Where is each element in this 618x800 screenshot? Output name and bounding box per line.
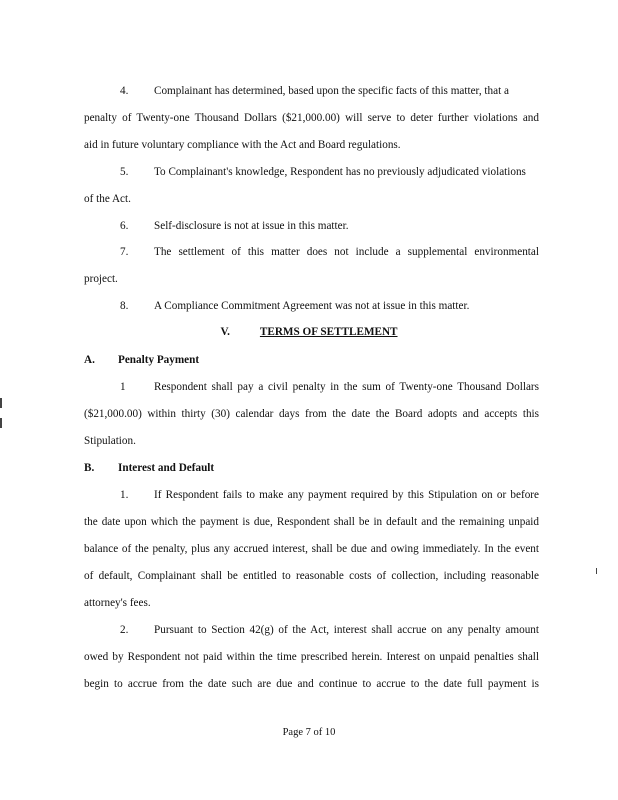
subheading-penalty-payment: A. Penalty Payment xyxy=(84,354,200,366)
paragraph-7-line-2: project. xyxy=(84,273,118,285)
section-heading: V. TERMS OF SETTLEMENT xyxy=(220,326,398,338)
paragraph-5-line-1: 5. To Complainant's knowledge, Respondent has no previously adjudicated violations xyxy=(120,166,526,178)
penalty-paragraph-line-1: 1 Respondent shall pay a civil penalty in the sum of Twenty-one Thousand Dollars xyxy=(120,381,539,393)
interest-paragraph-line-3: begin to accrue from the date such are due and continue to accrue to the date full payment is xyxy=(84,678,539,690)
paragraph-8: 8. A Compliance Commitment Agreement was not at issue in this matter. xyxy=(120,300,470,312)
interest-paragraph-line-1: 2. Pursuant to Section 42(g) of the Act, interest shall accrue on any penalty amount xyxy=(120,624,539,636)
paragraph-4-line-1: 4. Complainant has determined, based upon the specific facts of this matter, that a xyxy=(120,85,509,97)
paragraph-4-line-2: penalty of Twenty-one Thousand Dollars ($21,000.00) will serve to deter further violations and xyxy=(84,112,539,124)
paragraph-5-line-2: of the Act. xyxy=(84,193,131,205)
penalty-paragraph-line-2: ($21,000.00) within thirty (30) calendar days from the date the Board adopts and accepts this xyxy=(84,408,539,420)
penalty-paragraph-line-3: Stipulation. xyxy=(84,435,136,447)
default-paragraph-line-2: the date upon which the payment is due, Respondent shall be in default and the remaining unpaid xyxy=(84,516,539,528)
scan-artifact-mark xyxy=(596,568,597,574)
paragraph-6: 6. Self-disclosure is not at issue in this matter. xyxy=(120,220,349,232)
scan-artifact-mark xyxy=(0,418,2,428)
default-paragraph-line-4: of default, Complainant shall be entitled to reasonable costs of collection, including reasonable xyxy=(84,570,539,582)
default-paragraph-line-5: attorney's fees. xyxy=(84,597,151,609)
scan-artifact-mark xyxy=(0,398,2,408)
default-paragraph-line-1: 1. If Respondent fails to make any payment required by this Stipulation on or before xyxy=(120,489,539,501)
subheading-interest-default: B. Interest and Default xyxy=(84,462,215,474)
paragraph-4-line-3: aid in future voluntary compliance with the Act and Board regulations. xyxy=(84,139,401,151)
default-paragraph-line-3: balance of the penalty, plus any accrued interest, shall be due and owing immediately. In the event xyxy=(84,543,539,555)
interest-paragraph-line-2: owed by Respondent not paid within the time prescribed herein. Interest on unpaid penalties shall xyxy=(84,651,539,663)
paragraph-7-line-1: 7. The settlement of this matter does not include a supplemental environmental xyxy=(120,246,539,258)
page-number: Page 7 of 10 xyxy=(282,727,336,738)
